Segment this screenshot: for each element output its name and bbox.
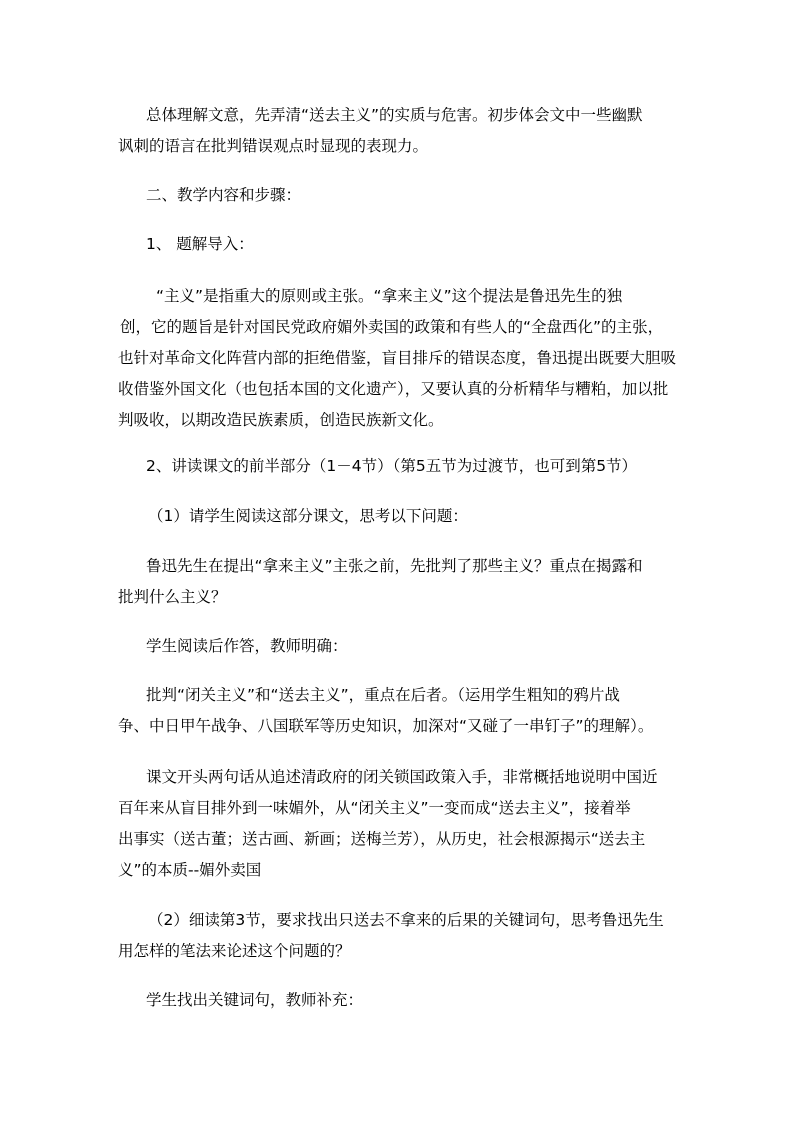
paragraph-opening-analysis: [118, 762, 684, 886]
text-line: 争、中日甲午战争、八国联军等历史知识，加深对“又碰了一串钉子”的理解）。: [118, 717, 654, 735]
subheading-title-intro: [146, 229, 712, 260]
paragraph-section-three: [118, 905, 684, 967]
text-line: （2）细读第3节，要求找出只送去不拿来的后果的关键词句，思考鲁迅先生: [148, 911, 664, 929]
text-line: 讽刺的语言在批判错误观点时显现的表现力。: [118, 137, 429, 155]
text-line: 判吸收，以期改造民族素质，创造民族新文化。: [118, 411, 444, 429]
text-line: 总体理解文意，先弄清“送去主义”的实质与危害。初步体会文中一些幽默: [146, 106, 643, 124]
text-line: （1）请学生阅读这部分课文，思考以下问题：: [148, 507, 468, 525]
text-line: 批判什么主义？: [118, 588, 227, 606]
paragraph-reading-task: [148, 501, 714, 532]
text-line: 1、 题解导入：: [146, 235, 254, 253]
paragraph-title-explanation: [118, 281, 684, 436]
paragraph-criticism: [118, 680, 684, 742]
text-line: 学生阅读后作答，教师明确：: [146, 637, 348, 655]
paragraph-question: [118, 551, 684, 613]
section-heading-teaching-content: [146, 180, 712, 211]
paragraph-teacher-supplement: [146, 985, 712, 1016]
text-line: 批判“闭关主义”和“送去主义”，重点在后者。（运用学生粗知的鸦片战: [146, 686, 620, 704]
text-line: 鲁迅先生在提出“拿来主义”主张之前，先批判了那些主义？重点在揭露和: [146, 557, 643, 575]
text-line: 二、教学内容和步骤：: [146, 186, 302, 204]
text-line: 义”的本质--媚外卖国: [118, 861, 262, 879]
subheading-first-half: [146, 451, 712, 482]
paragraph-student-answer: [146, 631, 712, 662]
text-line: 2、讲读课文的前半部分（1－4节）（第5五节为过渡节，也可到第5节）: [146, 457, 638, 475]
text-line: “主义”是指重大的原则或主张。“拿来主义”这个提法是鲁迅先生的独: [156, 287, 623, 305]
text-line: 出事实（送古董；送古画、新画；送梅兰芳），从历史，社会根源揭示“送去主: [118, 830, 646, 848]
text-line: 收借鉴外国文化（也包括本国的文化遗产），又要认真的分析精华与糟粕，加以批: [118, 380, 669, 398]
text-line: 用怎样的笔法来论述这个问题的？: [118, 942, 351, 960]
text-line: 也针对革命文化阵营内部的拒绝借鉴，盲目排斥的错误态度，鲁迅提出既要大胆吸: [118, 349, 677, 367]
text-line: 课文开头两句话从追述清政府的闭关锁国政策入手，非常概括地说明中国近: [146, 768, 658, 786]
paragraph-objective: [118, 100, 684, 162]
text-line: 创，它的题旨是针对国民党政府媚外卖国的政策和有些人的“全盘西化”的主张，: [120, 318, 664, 336]
text-line: 百年来从盲目排外到一味媚外，从“闭关主义”一变而成“送去主义”，接着举: [118, 799, 631, 817]
text-line: 学生找出关键词句，教师补充：: [146, 991, 364, 1009]
